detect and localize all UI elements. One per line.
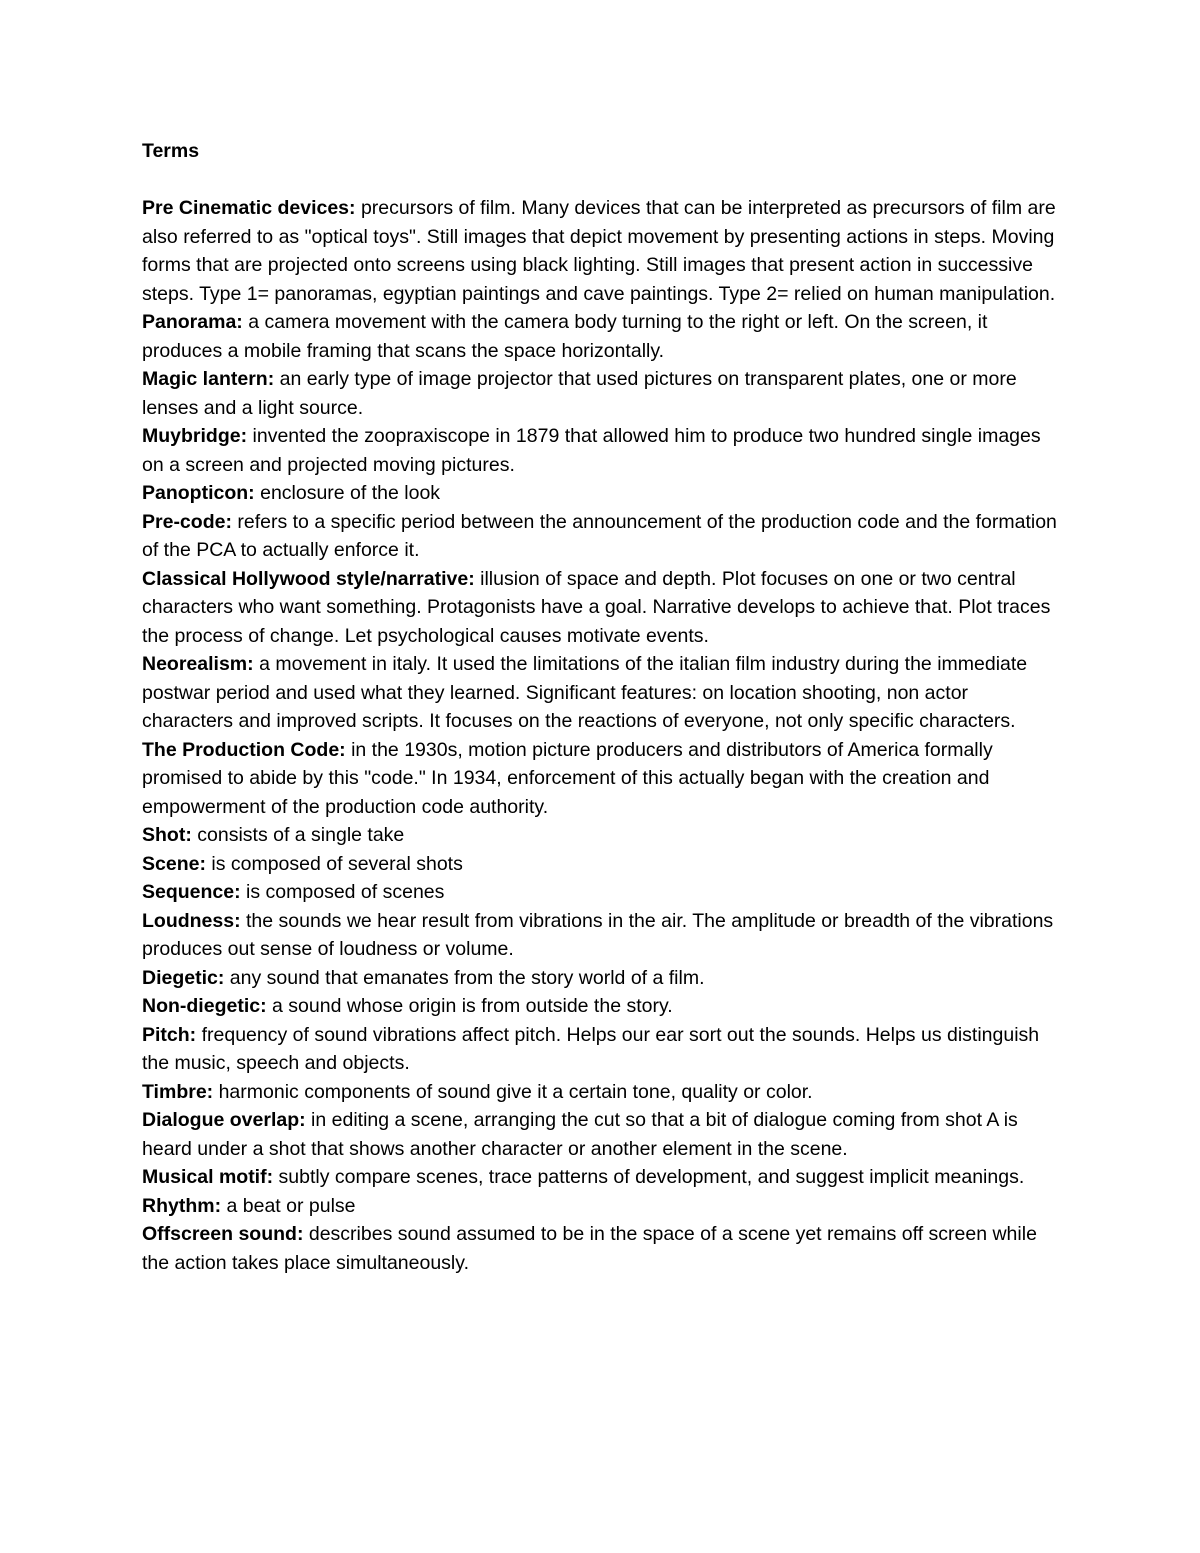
term-label: Pre Cinematic devices: xyxy=(142,197,356,219)
document-page xyxy=(142,137,1064,1277)
term-entry xyxy=(142,964,1064,993)
term-entry xyxy=(142,878,1064,907)
term-definition: enclosure of the look xyxy=(260,482,441,504)
term-definition: precursors of film. Many devices that can be interpreted as precursors of film are also referred to as "optical toys". Still images that depict movement by presenting actions in steps. Moving forms that are projected onto screens using black lighting. Still images that present action in successive steps. Type 1= panoramas, egyptian paintings and cave paintings. Type 2= relied on human manipulation. xyxy=(142,197,1056,305)
term-label: The Production Code: xyxy=(142,738,346,761)
term-label: Panorama: xyxy=(142,311,243,333)
term-entry xyxy=(142,1106,1064,1163)
term-entry xyxy=(142,308,1064,365)
term-entry xyxy=(142,365,1064,422)
term-label: Panopticon: xyxy=(142,482,255,504)
term-label: Offscreen sound: xyxy=(142,1223,304,1245)
term-entry xyxy=(142,1163,1064,1192)
term-definition: refers to a specific period between the announcement of the production code and the formation of the PCA to actually enforce it. xyxy=(142,510,1057,561)
term-definition: a beat or pulse xyxy=(226,1194,356,1217)
term-definition: in editing a scene, arranging the cut so that a bit of dialogue coming from shot A is heard under a shot that shows another character or another element in the scene. xyxy=(142,1109,1018,1160)
term-definition: any sound that emanates from the story world of a film. xyxy=(229,966,705,989)
term-label: Pre-code: xyxy=(142,510,232,533)
term-definition: a camera movement with the camera body turning to the right or left. On the screen, it produces a mobile framing that scans the space horizontally. xyxy=(142,311,988,362)
term-definition: a movement in italy. It used the limitations of the italian film industry during the immediate postwar period and used what they learned. Significant features: on location shooting, non actor characters and improved scripts. It focuses on the reactions of everyone, not only specific characters. xyxy=(142,653,1028,732)
term-definition: is composed of several shots xyxy=(211,852,463,875)
term-label: Neorealism: xyxy=(142,653,254,675)
term-definition: subtly compare scenes, trace patterns of development, and suggest implicit meanings. xyxy=(278,1166,1025,1188)
term-entry xyxy=(142,736,1064,822)
term-label: Scene: xyxy=(142,852,206,875)
term-entry xyxy=(142,907,1064,964)
term-label: Rhythm: xyxy=(142,1194,222,1217)
term-definition: describes sound assumed to be in the space of a scene yet remains off screen while the action takes place simultaneously. xyxy=(142,1223,1037,1274)
term-entry xyxy=(142,992,1064,1021)
term-definition: frequency of sound vibrations affect pitch. Helps our ear sort out the sounds. Helps us distinguish the music, speech and objects. xyxy=(142,1023,1040,1074)
term-definition: invented the zoopraxiscope in 1879 that allowed him to produce two hundred single images on a screen and projected moving pictures. xyxy=(142,425,1041,476)
term-entry xyxy=(142,1192,1064,1221)
document-heading: Terms xyxy=(142,140,200,162)
term-label: Shot: xyxy=(142,824,192,846)
term-definition: illusion of space and depth. Plot focuses on one or two central characters who want something. Protagonists have a goal. Narrative develops to achieve that. Plot traces the process of change. Let psychological causes motivate events. xyxy=(142,567,1051,647)
term-entry xyxy=(142,1220,1064,1277)
term-label: Dialogue overlap: xyxy=(142,1109,306,1131)
term-label: Non-diegetic: xyxy=(142,995,267,1017)
term-definition: is composed of scenes xyxy=(246,881,445,903)
term-definition: an early type of image projector that used pictures on transparent plates, one or more lenses and a light source. xyxy=(142,368,1017,419)
term-definition: harmonic components of sound give it a certain tone, quality or color. xyxy=(218,1080,813,1103)
term-label: Classical Hollywood style/narrative: xyxy=(142,567,475,590)
term-entry xyxy=(142,479,1064,508)
term-entry xyxy=(142,565,1064,651)
term-label: Timbre: xyxy=(142,1080,214,1103)
term-entry xyxy=(142,422,1064,479)
term-entry xyxy=(142,650,1064,736)
term-entry xyxy=(142,850,1064,879)
term-definition: consists of a single take xyxy=(197,824,405,846)
term-entry xyxy=(142,508,1064,565)
term-label: Muybridge: xyxy=(142,425,248,447)
term-definition: a sound whose origin is from outside the story. xyxy=(272,995,673,1017)
term-entry xyxy=(142,1021,1064,1078)
term-label: Loudness: xyxy=(142,909,241,932)
term-entry xyxy=(142,1078,1064,1107)
term-label: Magic lantern: xyxy=(142,368,275,390)
term-definition: the sounds we hear result from vibrations in the air. The amplitude or breadth of the vibrations produces out sense of loudness or volume. xyxy=(142,909,1054,960)
term-list xyxy=(142,194,1064,1277)
term-label: Sequence: xyxy=(142,881,241,903)
term-label: Pitch: xyxy=(142,1023,197,1046)
term-definition: in the 1930s, motion picture producers and distributors of America formally promised to abide by this "code." In 1934, enforcement of this actually began with the creation and empowerment of the production code authority. xyxy=(142,738,993,818)
term-label: Diegetic: xyxy=(142,966,225,989)
term-label: Musical motif: xyxy=(142,1166,274,1188)
term-entry xyxy=(142,821,1064,850)
term-entry xyxy=(142,194,1064,308)
